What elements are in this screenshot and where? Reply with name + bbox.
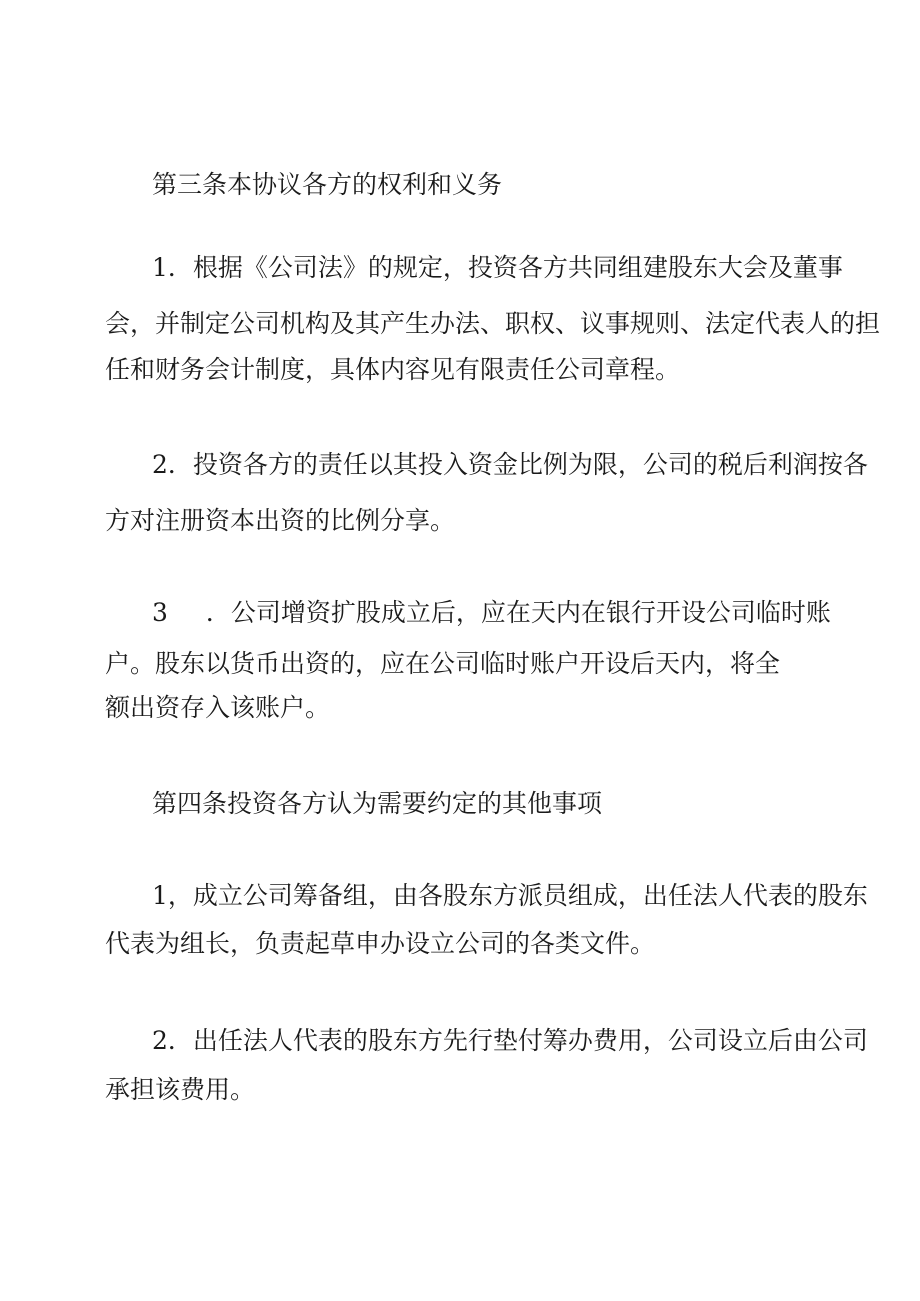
- section3-item2-line2: 方对注册资本出资的比例分享。: [105, 506, 456, 535]
- section3-item3-line1-text: ．公司增资扩股成立后，应在天内在银行开设公司临时账: [205, 598, 831, 627]
- section3-item3-line1: [152, 594, 831, 631]
- section4-item1-line1: 1，成立公司筹备组，由各股东方派员组成，出任法人代表的股东: [152, 881, 868, 910]
- section4-item2-line1: 2．出任法人代表的股东方先行垫付筹办费用，公司设立后由公司: [152, 1026, 868, 1055]
- section3-item1-line1: 1．根据《公司法》的规定，投资各方共同组建股东大会及董事: [152, 253, 843, 282]
- section3-item2-line1: 2．投资各方的责任以其投入资金比例为限，公司的税后利润按各: [152, 450, 868, 479]
- section3-item1-line2: 会，并制定公司机构及其产生办法、职权、议事规则、法定代表人的担: [105, 309, 881, 338]
- section3-item3-line2: 户。股东以货币出资的，应在公司临时账户开设后天内，将全: [105, 649, 781, 678]
- section4-item1-line2: 代表为组长，负责起草申办设立公司的各类文件。: [105, 929, 656, 958]
- section3-heading: 第三条本协议各方的权利和义务: [152, 170, 503, 199]
- section3-item3-number: 3: [152, 598, 168, 627]
- section4-heading: 第四条投资各方认为需要约定的其他事项: [152, 789, 603, 818]
- section3-item3-line3: 额出资存入该账户。: [105, 693, 331, 722]
- section4-item2-line2: 承担该费用。: [105, 1075, 256, 1104]
- section3-item1-line3: 任和财务会计制度，具体内容见有限责任公司章程。: [105, 355, 681, 384]
